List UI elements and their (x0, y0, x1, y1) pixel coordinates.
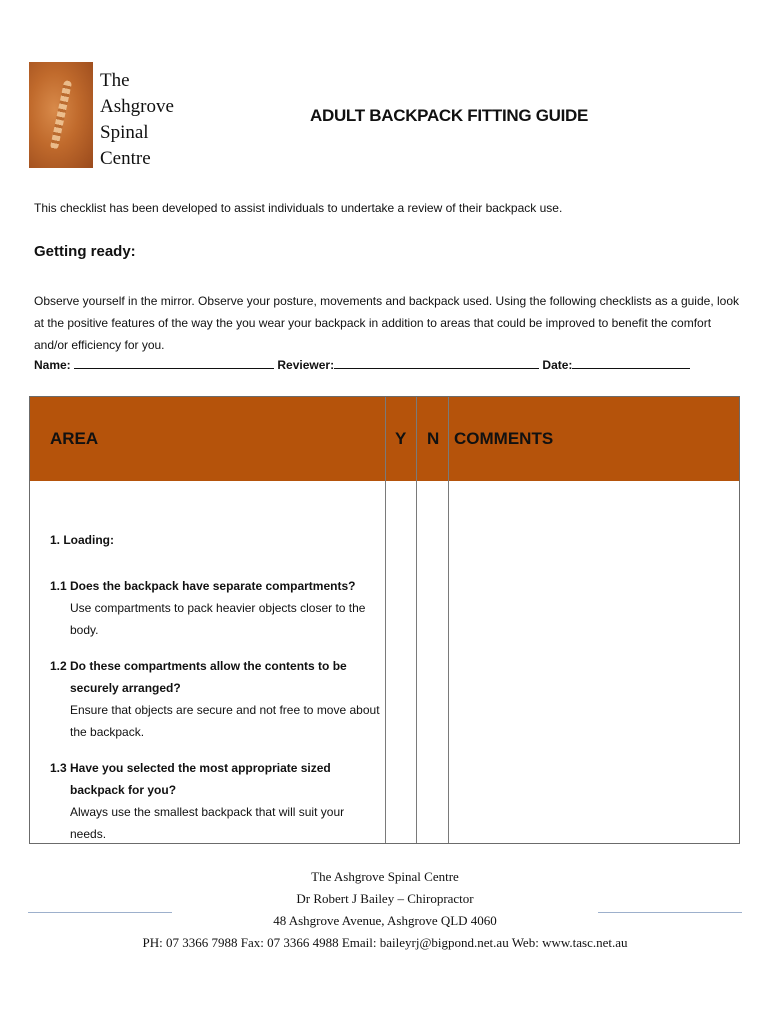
section-heading: 1. Loading: (50, 533, 114, 547)
logo-line: Spinal (100, 122, 149, 143)
question: 1.2 Do these compartments allow the contents to be securely arranged? (50, 659, 347, 695)
page-title: ADULT BACKPACK FITTING GUIDE (310, 106, 589, 125)
getting-ready-heading: Getting ready: (34, 243, 136, 260)
column-divider (416, 397, 417, 843)
spine-logo-icon (29, 62, 93, 168)
advice: Use compartments to pack heavier objects closer to the body. (70, 601, 366, 637)
list-item (50, 757, 380, 845)
logo-line: Ashgrove (100, 96, 174, 117)
question: 1.3 Have you selected the most appropriate sized backpack for you? (50, 761, 331, 797)
footer (0, 866, 770, 954)
logo-text (100, 68, 174, 172)
reviewer-field[interactable] (334, 356, 539, 369)
footer-line: 48 Ashgrove Avenue, Ashgrove QLD 4060 (273, 913, 497, 928)
reviewer-label: Reviewer: (277, 358, 335, 372)
column-divider (385, 397, 386, 843)
list-item (50, 575, 380, 641)
area-cell (50, 529, 380, 845)
name-label: Name: (34, 358, 71, 372)
logo-line: Centre (100, 148, 151, 169)
column-divider (448, 397, 449, 843)
date-field[interactable] (572, 356, 690, 369)
question: 1.1 Does the backpack have separate compartments? (50, 579, 356, 593)
advice: Always use the smallest backpack that will suit your needs. (70, 805, 345, 841)
column-y: Y (395, 429, 407, 448)
name-field[interactable] (74, 356, 274, 369)
checklist-table (29, 396, 740, 844)
form-fields (34, 356, 690, 372)
column-area: AREA (50, 429, 99, 448)
logo-line: The (100, 70, 130, 91)
list-item (50, 655, 380, 743)
advice: Ensure that objects are secure and not free to move about the backpack. (70, 703, 380, 739)
getting-ready-paragraph: Observe yourself in the mirror. Observe your posture, movements and backpack used. Using the following checklists as a guide, look at the positive features of the way the you wear your backpack in addition to areas that could be improved to benefit the comfort and/or efficiency for you. (34, 294, 740, 352)
footer-contact: PH: 07 3366 7988 Fax: 07 3366 4988 Email: baileyrj@bigpond.net.au Web: www.tasc.net.au (142, 935, 628, 950)
column-n: N (427, 429, 440, 448)
footer-line: Dr Robert J Bailey – Chiropractor (296, 891, 474, 906)
intro-text: This checklist has been developed to assist individuals to undertake a review of their backpack use. (34, 201, 563, 215)
date-label: Date: (542, 358, 573, 372)
footer-line: The Ashgrove Spinal Centre (311, 869, 459, 884)
column-comments: COMMENTS (454, 429, 554, 448)
